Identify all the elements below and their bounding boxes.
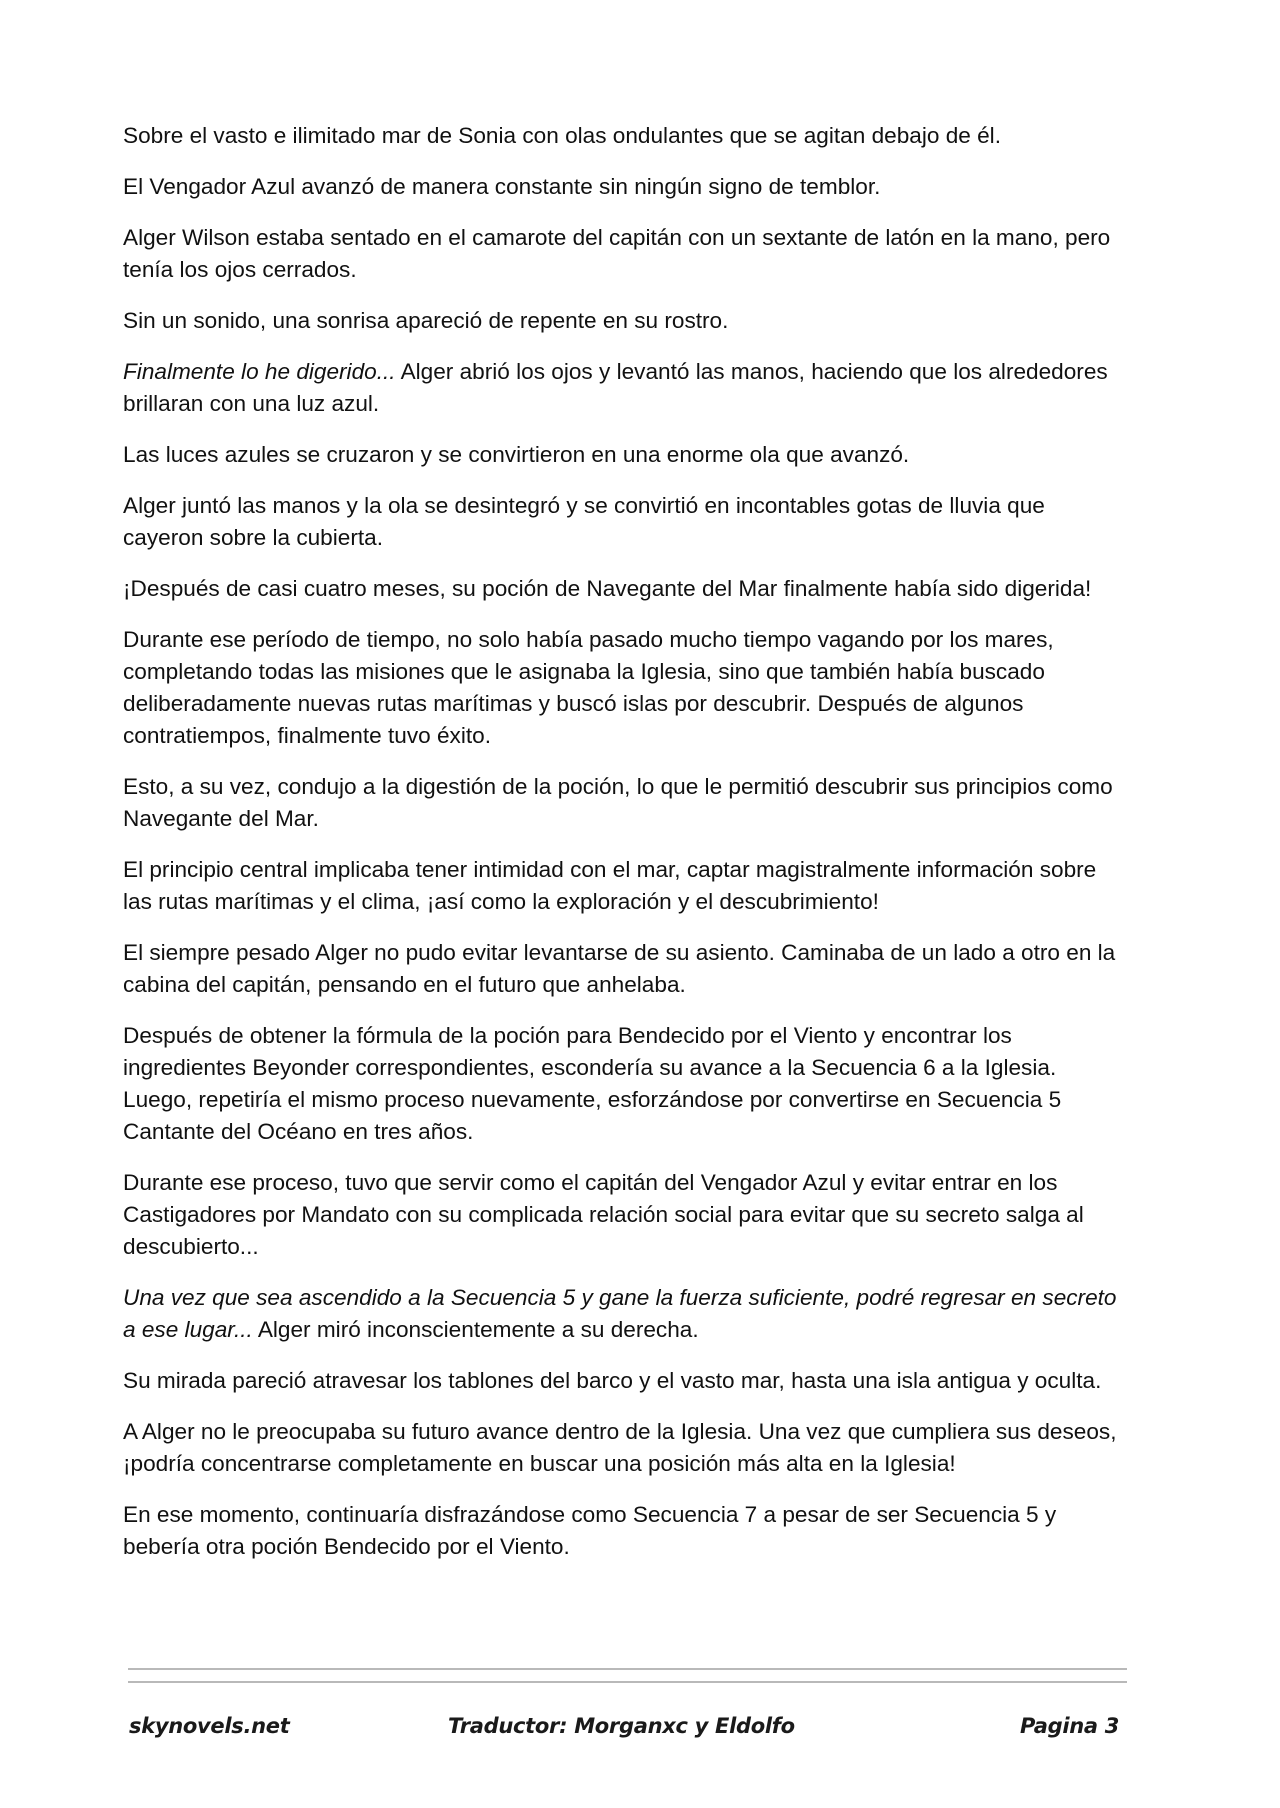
footer-site-name: skynovels.net — [129, 1714, 290, 1738]
paragraph — [123, 1365, 1128, 1397]
paragraph — [123, 624, 1128, 752]
paragraph — [123, 1282, 1128, 1346]
footer-page-number: Pagina 3 — [1020, 1714, 1120, 1738]
paragraph — [123, 490, 1128, 554]
paragraph-text: Su mirada pareció atravesar los tablones del barco y el vasto mar, hasta una isla antigua y oculta. — [123, 1368, 1102, 1393]
paragraph-text: Alger Wilson estaba sentado en el camarote del capitán con un sextante de latón en la mano, pero tenía los ojos cerrados. — [123, 225, 1111, 282]
paragraph-text: Alger miró inconscientemente a su derecha. — [252, 1317, 699, 1342]
paragraph-text: Alger abrió los ojos y levantó las manos, haciendo que los alrededores brillaran con una luz azul. — [123, 359, 1108, 416]
paragraph — [123, 1499, 1128, 1563]
paragraph — [123, 222, 1128, 286]
footer-divider-bottom — [128, 1681, 1127, 1683]
paragraph — [123, 120, 1128, 152]
paragraph — [123, 1020, 1128, 1148]
paragraph-italic-text: Finalmente lo he digerido... — [123, 359, 396, 384]
paragraph — [123, 305, 1128, 337]
paragraph-text: Sin un sonido, una sonrisa apareció de repente en su rostro. — [123, 308, 729, 333]
paragraph-text: Las luces azules se cruzaron y se convirtieron en una enorme ola que avanzó. — [123, 442, 910, 467]
paragraph-text: Durante ese proceso, tuvo que servir como el capitán del Vengador Azul y evitar entrar en los Castigadores por Mandato con su complicada relación social para evitar que su secreto salga al descubierto... — [123, 1170, 1084, 1259]
paragraph-text: El siempre pesado Alger no pudo evitar levantarse de su asiento. Caminaba de un lado a otro en la cabina del capitán, pensando en el futuro que anhelaba. — [123, 940, 1116, 997]
paragraph-text: Durante ese período de tiempo, no solo había pasado mucho tiempo vagando por los mares, completando todas las misiones que le asignaba la Iglesia, sino que también había buscado deliberadamente nuevas rutas marítimas y buscó islas por descubrir. Después de algunos contratiempos, finalmente tuvo éxito. — [123, 627, 1054, 748]
paragraph-text: ¡Después de casi cuatro meses, su poción de Navegante del Mar finalmente había sido digerida! — [123, 576, 1092, 601]
paragraph — [123, 854, 1128, 918]
footer-translator-credit: Traductor: Morganxc y Eldolfo — [448, 1714, 795, 1738]
paragraph-text: El Vengador Azul avanzó de manera constante sin ningún signo de temblor. — [123, 174, 881, 199]
paragraph-text: Esto, a su vez, condujo a la digestión de la poción, lo que le permitió descubrir sus principios como Navegante del Mar. — [123, 774, 1113, 831]
footer-divider-top — [128, 1668, 1127, 1670]
paragraph — [123, 771, 1128, 835]
paragraph-text: Sobre el vasto e ilimitado mar de Sonia con olas ondulantes que se agitan debajo de él. — [123, 123, 1001, 148]
paragraph-text: Alger juntó las manos y la ola se desintegró y se convirtió en incontables gotas de lluvia que cayeron sobre la cubierta. — [123, 493, 1045, 550]
paragraph-italic-text: Una vez que sea ascendido a la Secuencia 5 y gane la fuerza suficiente, podré regresar en secreto a ese lugar... — [123, 1285, 1117, 1342]
paragraph-text: En ese momento, continuaría disfrazándose como Secuencia 7 a pesar de ser Secuencia 5 y bebería otra poción Bendecido por el Viento. — [123, 1502, 1057, 1559]
paragraph-text: Después de obtener la fórmula de la poción para Bendecido por el Viento y encontrar los ingredientes Beyonder correspondientes, escondería su avance a la Secuencia 6 a la Iglesia. Luego, repetiría el mismo proceso nuevamente, esforzándose por convertirse en Secuencia 5 Cantante del Océano en tres años. — [123, 1023, 1062, 1144]
paragraph — [123, 1416, 1128, 1480]
paragraph-text: A Alger no le preocupaba su futuro avance dentro de la Iglesia. Una vez que cumpliera sus deseos, ¡podría concentrarse completamente en buscar una posición más alta en la Iglesia! — [123, 1419, 1117, 1476]
paragraph — [123, 1167, 1128, 1263]
paragraph — [123, 937, 1128, 1001]
paragraph — [123, 573, 1128, 605]
chapter-body — [123, 120, 1128, 1582]
paragraph — [123, 171, 1128, 203]
paragraph — [123, 356, 1128, 420]
paragraph-text: El principio central implicaba tener intimidad con el mar, captar magistralmente información sobre las rutas marítimas y el clima, ¡así como la exploración y el descubrimiento! — [123, 857, 1097, 914]
paragraph — [123, 439, 1128, 471]
